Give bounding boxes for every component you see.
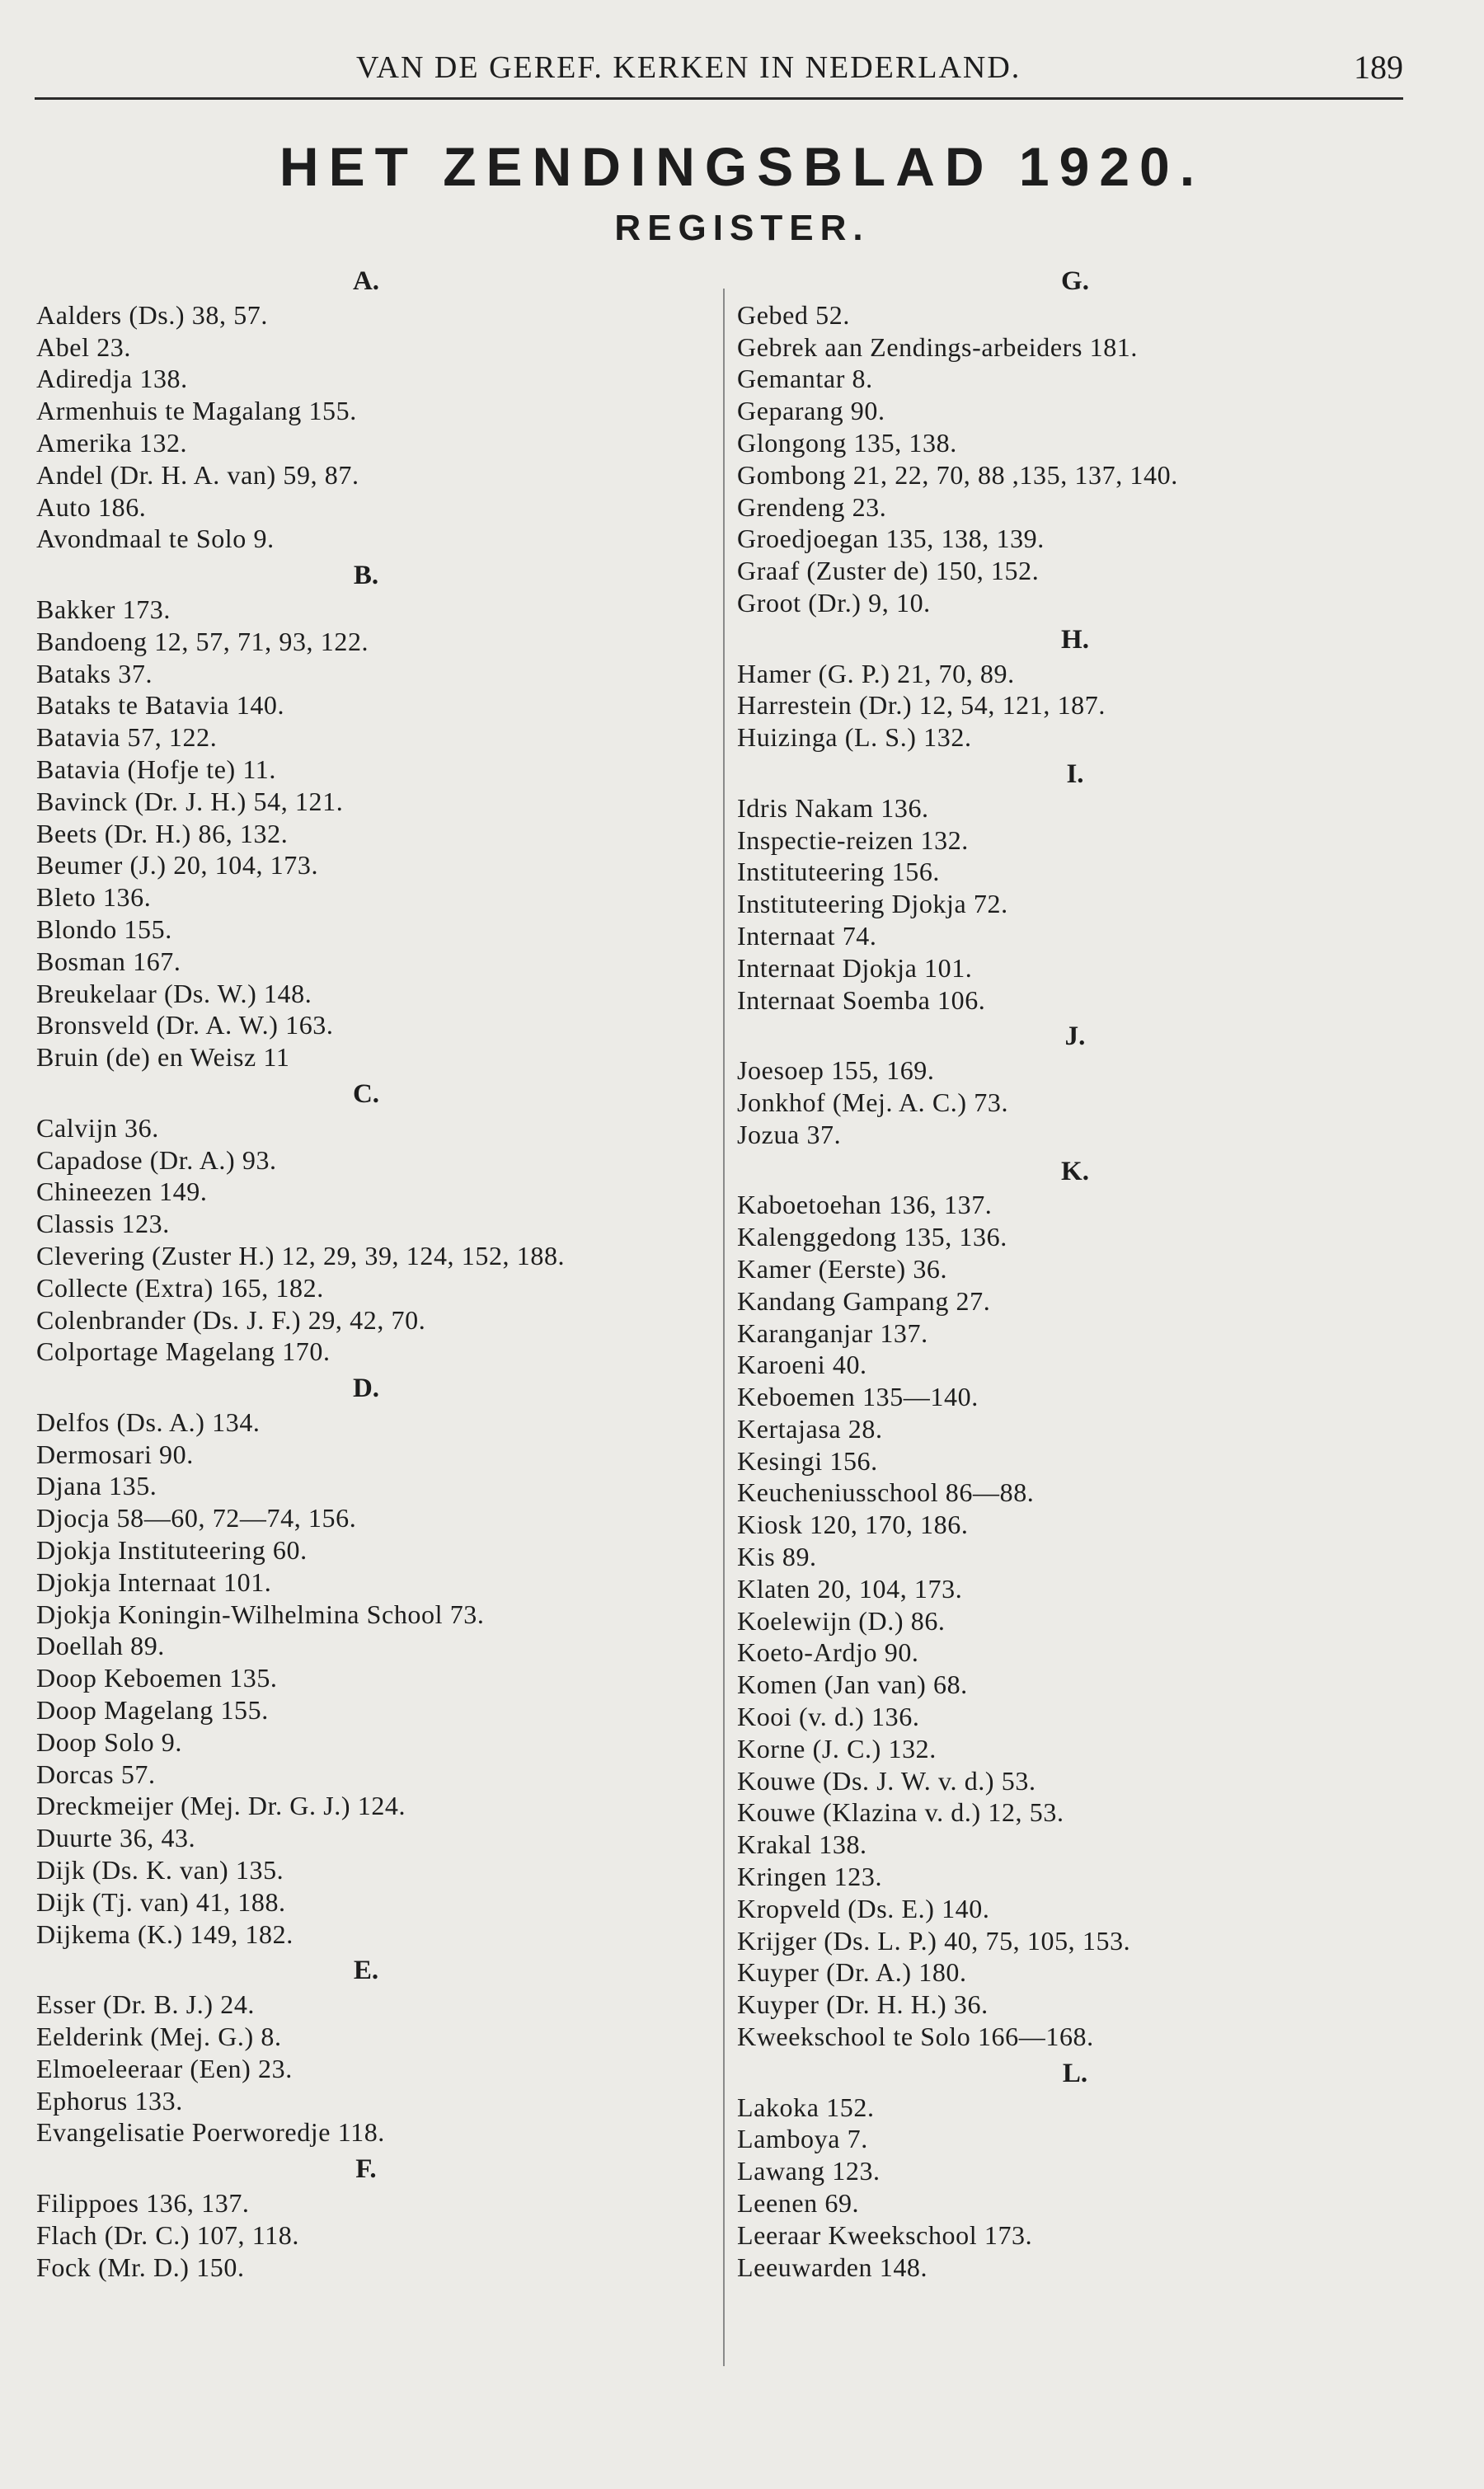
index-entry: Hamer (G. P.) 21, 70, 89. [737,658,1015,688]
page-number: 189 [1354,49,1403,86]
index-entry: Lawang 123. [737,2156,881,2186]
index-entry: Graaf (Zuster de) 150, 152. [737,556,1040,586]
index-entry: Groedjoegan 135, 138, 139. [737,524,1045,554]
index-entry: Kringen 123. [737,1862,883,1892]
index-entry: Instituteering 156. [737,857,941,887]
index-entry: Bataks te Batavia 140. [36,690,285,721]
index-entry: Djokja Instituteering 60. [36,1535,308,1566]
index-entry: Krijger (Ds. L. P.) 40, 75, 105, 153. [737,1925,1131,1956]
index-entry: Dreckmeijer (Mej. Dr. G. J.) 124. [36,1791,406,1821]
index-entry: Lakoka 152. [737,2092,875,2122]
index-entry: Gebed 52. [737,299,850,330]
index-entry: Elmoeleeraar (Een) 23. [36,2053,293,2083]
index-entry: Duurte 36, 43. [36,1823,196,1853]
index-entry: Eelderink (Mej. G.) 8. [36,2022,282,2052]
index-entry: Dermosari 90. [36,1439,194,1469]
index-entry: Leeraar Kweekschool 173. [737,2219,1033,2250]
index-entry: Auto 186. [36,491,147,522]
index-entry: Bosman 167. [36,946,181,976]
section-letter: A. [352,266,380,296]
index-entry: Koeto-Ardjo 90. [737,1637,919,1668]
index-entry: Krakal 138. [737,1829,867,1860]
index-entry: Flach (Dr. C.) 107, 118. [36,2219,299,2250]
section-letter: C. [352,1078,380,1109]
index-entry: Djokja Internaat 101. [36,1566,272,1597]
index-entry: Doellah 89. [36,1631,165,1661]
index-entry: Gombong 21, 22, 70, 88 ,135, 137, 140. [737,459,1178,490]
section-letter: I. [1066,758,1084,789]
index-entry: Bataks 37. [36,658,153,688]
index-entry: Amerika 132. [36,427,188,458]
index-entry: Dorcas 57. [36,1759,156,1789]
index-entry: Evangelisatie Poerworedje 118. [36,2117,385,2148]
index-entry: Kis 89. [737,1542,817,1572]
index-entry: Karoeni 40. [737,1350,867,1380]
index-entry: Dijk (Ds. K. van) 135. [36,1855,284,1886]
index-entry: Inspectie-reizen 132. [737,824,969,855]
index-entry: Leenen 69. [737,2188,860,2219]
index-entry: Lamboya 7. [737,2124,868,2154]
index-entry: Breukelaar (Ds. W.) 148. [36,978,312,1008]
section-letter: B. [353,561,379,591]
index-entry: Dijkema (K.) 149, 182. [36,1918,294,1949]
index-entry: Karanganjar 137. [737,1317,928,1348]
index-entry: Jozua 37. [737,1119,842,1149]
index-entry: Kouwe (Klazina v. d.) 12, 53. [737,1797,1064,1828]
index-entry: Kalenggedong 135, 136. [737,1222,1007,1252]
index-entry: Kuyper (Dr. H. H.) 36. [737,1989,989,2020]
index-entry: Kamer (Eerste) 36. [737,1253,948,1284]
index-entry: Andel (Dr. H. A. van) 59, 87. [36,459,359,490]
index-entry: Instituteering Djokja 72. [737,889,1008,919]
index-entry: Kropveld (Ds. E.) 140. [737,1893,990,1923]
index-entry: Bronsveld (Dr. A. W.) 163. [36,1010,334,1040]
running-head [35,45,1403,94]
index-entry: Clevering (Zuster H.) 12, 29, 39, 124, 152, 188. [36,1240,566,1270]
index-entry: Doop Solo 9. [36,1726,182,1757]
index-entry: Armenhuis te Magalang 155. [36,396,357,426]
index-entry: Leeuwarden 148. [737,2252,928,2282]
index-entry: Bakker 173. [36,594,171,624]
section-letter: F. [355,2154,377,2185]
index-entry: Kouwe (Ds. J. W. v. d.) 53. [737,1765,1036,1796]
right-column [737,261,1413,2283]
index-entry: Bruin (de) en Weisz 11 [36,1042,290,1073]
index-entry: Kesingi 156. [737,1445,878,1476]
index-entry: Esser (Dr. B. J.) 24. [36,1989,256,2020]
index-entry: Dijk (Tj. van) 41, 188. [36,1886,286,1917]
index-entry: Jonkhof (Mej. A. C.) 73. [737,1087,1009,1117]
index-entry: Grendeng 23. [737,491,887,522]
index-entry: Idris Nakam 136. [737,792,929,823]
section-letter: L. [1062,2058,1088,2088]
index-entry: Bavinck (Dr. J. H.) 54, 121. [36,786,344,816]
index-entry: Djokja Koningin-Wilhelmina School 73. [36,1599,485,1629]
index-entry: Colportage Magelang 170. [36,1336,331,1367]
index-entry: Avondmaal te Solo 9. [36,524,275,554]
header-rule [35,97,1403,100]
section-letter: G. [1061,266,1089,296]
index-entry: Aalders (Ds.) 38, 57. [36,299,268,330]
index-entry: Kuyper (Dr. A.) 180. [737,1957,967,1988]
index-entry: Internaat 74. [737,920,877,951]
index-entry: Ephorus 133. [36,2085,183,2116]
index-entry: Komen (Jan van) 68. [737,1670,968,1700]
index-entry: Capadose (Dr. A.) 93. [36,1144,277,1175]
section-letter: E. [353,1956,379,1986]
index-entry: Groot (Dr.) 9, 10. [737,587,931,618]
index-entry: Colenbrander (Ds. J. F.) 29, 42, 70. [36,1304,426,1335]
section-letter: D. [352,1374,380,1404]
section-letter: H. [1061,624,1089,655]
index-entry: Adiredja 138. [36,364,188,394]
page-subtitle: REGISTER. [614,208,870,248]
index-entry: Huizinga (L. S.) 132. [737,722,972,753]
index-entry: Joesoep 155, 169. [737,1055,935,1086]
left-column [36,261,712,2283]
running-title: VAN DE GEREF. KERKEN IN NEDERLAND. [356,50,1021,85]
index-entry: Classis 123. [36,1209,170,1239]
index-entry: Klaten 20, 104, 173. [737,1573,963,1604]
index-entry: Kiosk 120, 170, 186. [737,1510,969,1540]
section-letter: J. [1064,1021,1086,1052]
page-title: HET ZENDINGSBLAD 1920. [279,136,1205,197]
index-entry: Kaboetoehan 136, 137. [737,1190,993,1220]
index-entry: Bandoeng 12, 57, 71, 93, 122. [36,626,369,656]
index-entry: Beumer (J.) 20, 104, 173. [36,850,319,881]
index-entry: Collecte (Extra) 165, 182. [36,1272,324,1303]
index-entry: Doop Keboemen 135. [36,1663,278,1693]
index-entry: Bleto 136. [36,882,152,913]
index-entry: Kooi (v. d.) 136. [737,1702,920,1732]
index-entry: Korne (J. C.) 132. [737,1733,937,1763]
index-entry: Djocja 58—60, 72—74, 156. [36,1503,357,1533]
index-entry: Geparang 90. [737,396,885,426]
index-entry: Internaat Soemba 106. [737,984,986,1015]
index-entry: Internaat Djokja 101. [737,952,973,983]
index-entry: Glongong 135, 138. [737,427,957,458]
index-entry: Keboemen 135—140. [737,1382,979,1412]
index-entry: Filippoes 136, 137. [36,2188,250,2219]
index-entry: Gemantar 8. [737,364,873,394]
index-entry: Kweekschool te Solo 166—168. [737,2022,1094,2052]
index-entry: Koelewijn (D.) 86. [737,1605,946,1636]
index-entry: Kandang Gampang 27. [737,1285,991,1316]
index-entry: Keucheniusschool 86—88. [737,1477,1035,1508]
index-entry: Chineezen 149. [36,1176,208,1207]
index-entry: Delfos (Ds. A.) 134. [36,1407,261,1437]
column-divider [723,289,725,2366]
index-entry: Doop Magelang 155. [36,1695,269,1726]
index-entry: Fock (Mr. D.) 150. [36,2252,245,2282]
index-entry: Djana 135. [36,1471,157,1501]
index-entry: Harrestein (Dr.) 12, 54, 121, 187. [737,690,1106,721]
index-entry: Abel 23. [36,331,132,362]
index-entry: Batavia (Hofje te) 11. [36,754,277,784]
index-entry: Calvijn 36. [36,1112,159,1143]
index-entry: Blondo 155. [36,913,172,944]
index-entry: Gebrek aan Zendings-arbeiders 181. [737,331,1138,362]
section-letter: K. [1061,1156,1089,1186]
index-entry: Beets (Dr. H.) 86, 132. [36,818,289,848]
index-entry: Kertajasa 28. [737,1413,883,1444]
index-entry: Batavia 57, 122. [36,722,218,753]
